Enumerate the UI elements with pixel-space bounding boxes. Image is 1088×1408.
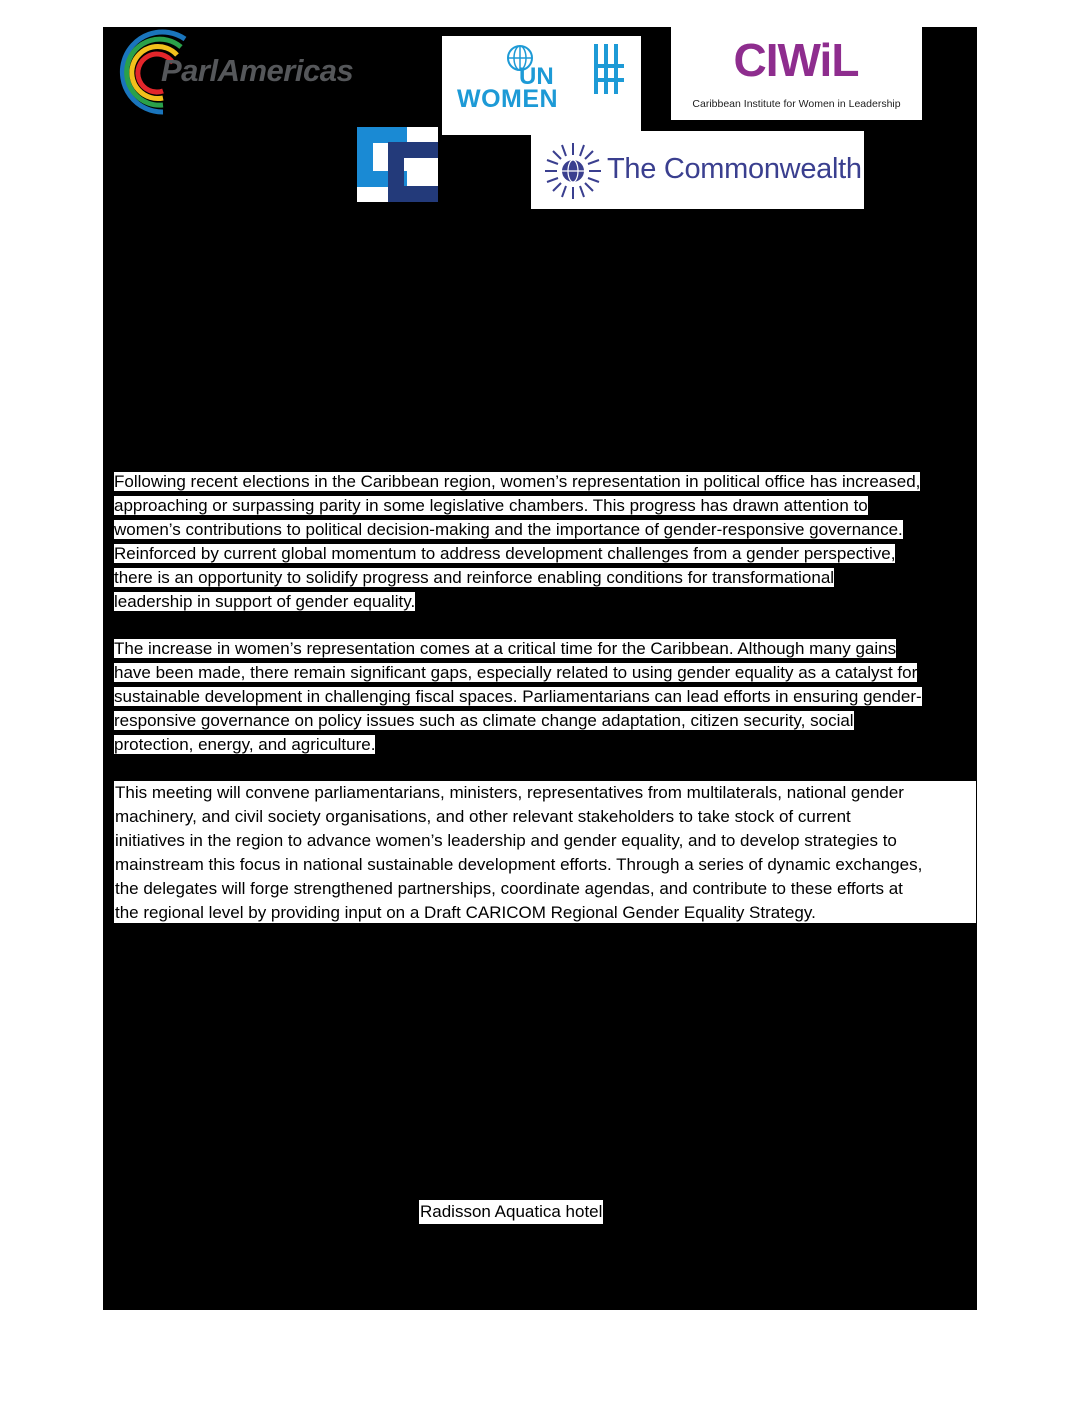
text-line: machinery, and civil society organisations, and other relevant stakeholders to take stock of current bbox=[115, 807, 851, 826]
text-line: approaching or surpassing parity in some legislative chambers. This progress has drawn attention to bbox=[114, 496, 868, 515]
caricom-logo bbox=[357, 127, 438, 202]
text-line: have been made, there remain significant gaps, especially related to using gender equality as a catalyst for bbox=[114, 663, 918, 682]
text-line: the delegates will forge strengthened partnerships, coordinate agendas, and contribute to these efforts at bbox=[115, 879, 903, 898]
ciwil-subtitle: Caribbean Institute for Women in Leadership bbox=[692, 98, 901, 110]
paragraph-context bbox=[114, 470, 976, 614]
venue-text: Radisson Aquatica hotel bbox=[419, 1200, 603, 1224]
un-women-bars-icon bbox=[594, 44, 626, 94]
un-women-logo bbox=[442, 36, 641, 135]
parlamericas-wordmark: ParlAmericas bbox=[161, 53, 354, 88]
text-line: sustainable development in challenging fiscal spaces. Parliamentarians can lead efforts in ensuring gender- bbox=[114, 687, 922, 706]
text-line: there is an opportunity to solidify progress and reinforce enabling conditions for transformational bbox=[114, 568, 835, 587]
paragraph-critical-time bbox=[114, 637, 976, 757]
text-line: mainstream this focus in national sustainable development efforts. Through a series of dynamic exchanges, bbox=[115, 855, 923, 874]
text-line: the regional level by providing input on a Draft CARICOM Regional Gender Equality Strategy. bbox=[115, 903, 816, 922]
text-line: leadership in support of gender equality. bbox=[114, 592, 416, 611]
un-women-line1: UN bbox=[519, 63, 554, 90]
text-line: protection, energy, and agriculture. bbox=[114, 735, 376, 754]
text-line: The increase in women’s representation comes at a critical time for the Caribbean. Although many gains bbox=[114, 639, 897, 658]
parlamericas-logo bbox=[103, 27, 399, 117]
un-women-line2: WOMEN bbox=[457, 85, 559, 113]
text-line: responsive governance on policy issues such as climate change adaptation, citizen security, social bbox=[114, 711, 854, 730]
text-line: Following recent elections in the Caribbean region, women’s representation in political office has increased, bbox=[114, 472, 921, 491]
ciwil-wordmark: CIWiL bbox=[733, 34, 859, 86]
caricom-emblem-icon bbox=[357, 127, 438, 202]
text-line: This meeting will convene parliamentarians, ministers, representatives from multilaterals, national gender bbox=[115, 783, 904, 802]
commonwealth-logo bbox=[531, 131, 864, 209]
paragraph-meeting-purpose bbox=[114, 781, 976, 923]
ciwil-logo bbox=[671, 27, 922, 120]
text-line: initiatives in the region to advance women’s leadership and gender equality, and to develop strategies to bbox=[115, 831, 897, 850]
text-line: Reinforced by current global momentum to address development challenges from a gender perspective, bbox=[114, 544, 896, 563]
commonwealth-globe-icon bbox=[543, 141, 603, 201]
commonwealth-wordmark: The Commonwealth bbox=[607, 153, 862, 185]
text-line: women’s contributions to political decision-making and the importance of gender-responsive governance. bbox=[114, 520, 903, 539]
